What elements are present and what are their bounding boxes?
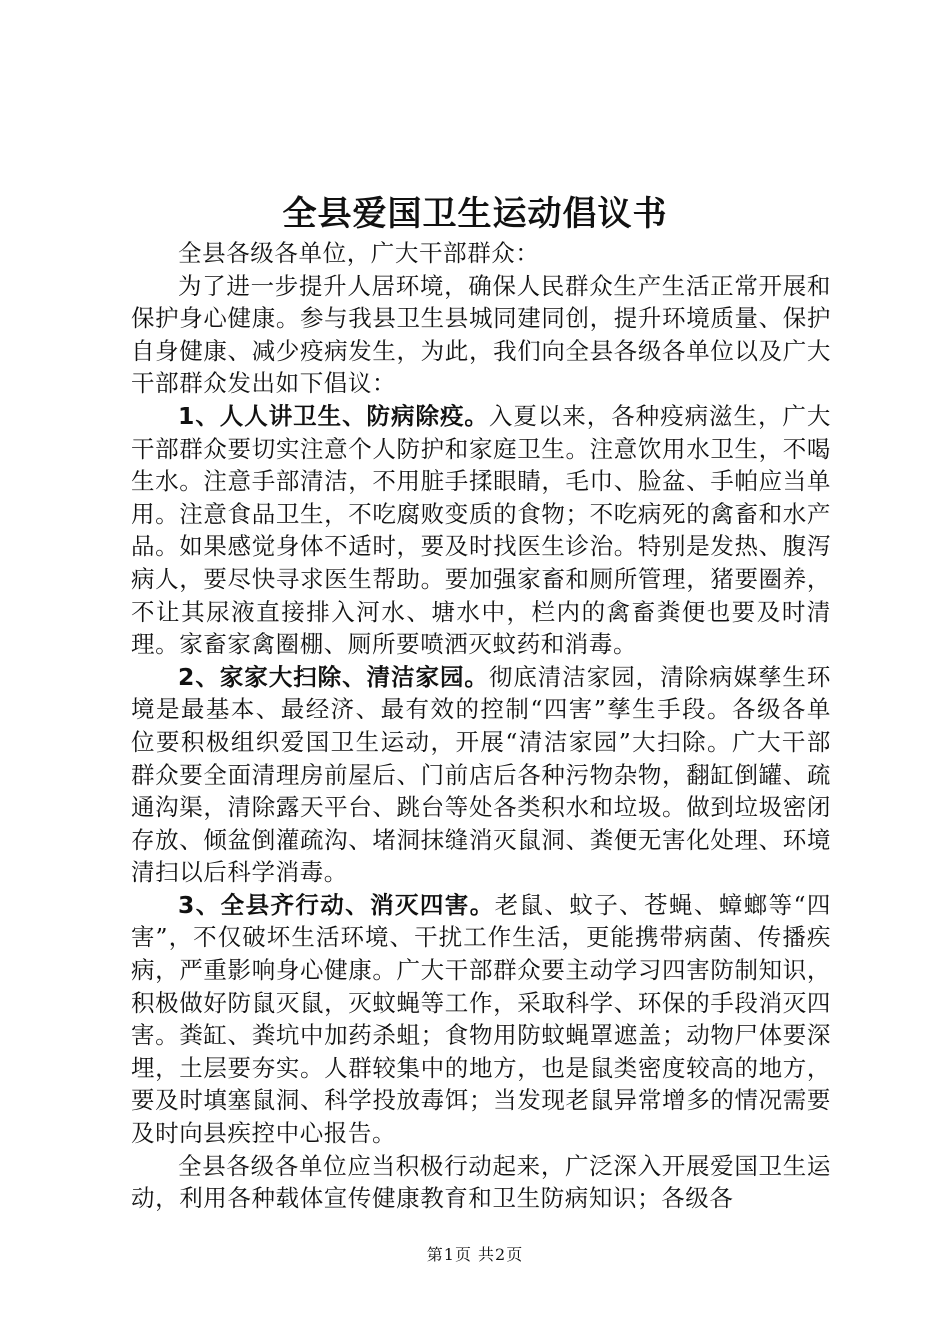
item-heading-1: 1、人人讲卫生、防病除疫。 [178, 401, 489, 430]
item-heading-3: 3、全县齐行动、消灭四害。 [178, 890, 495, 919]
item-paragraph-1 [131, 400, 831, 661]
item-text-3: 老鼠、蚊子、苍蝇、蟑螂等“四害”，不仅破坏生活环境、干扰工作生活，更能携带病菌、传播疾病，严重影响身心健康。广大干部群众要主动学习四害防制知识，积极做好防鼠灭鼠，灭蚊蝇等工作，采取科学、环保的手段消灭四害。粪缸、粪坑中加药杀蛆；食物用防蚊蝇罩遮盖；动物尸体要深埋，土层要夯实。人群较集中的地方，也是鼠类密度较高的地方，要及时填塞鼠洞、科学投放毒饵；当发现老鼠异常增多的情况需要及时向县疾控中心报告。 [131, 890, 831, 1148]
salutation: 全县各级各单位，广大干部群众： [178, 239, 540, 267]
closing-paragraph: 全县各级各单位应当积极行动起来，广泛深入开展爱国卫生运动，利用各种载体宣传健康教育和卫生防病知识；各级各 [131, 1151, 831, 1213]
page-footer: 第1页 共2页 [426, 1245, 524, 1264]
intro-paragraph: 为了进一步提升人居环境，确保人民群众生产生活正常开展和保护身心健康。参与我县卫生县城同建同创，提升环境质量、保护自身健康、减少疫病发生，为此，我们向全县各级各单位以及广大干部群众发出如下倡议： [131, 271, 831, 398]
document-title: 全县爱国卫生运动倡议书 [282, 194, 668, 234]
item-text-2: 彻底清洁家园，清除病媒孳生环境是最基本、最经济、最有效的控制“四害”孳生手段。各级各单位要积极组织爱国卫生运动，开展“清洁家园”大扫除。广大干部群众要全面清理房前屋后、门前店后各种污物杂物，翻缸倒罐、疏通沟渠，清除露天平台、跳台等处各类积水和垃圾。做到垃圾密闭存放、倾盆倒灌疏沟、堵洞抹缝消灭鼠洞、粪便无害化处理、环境清扫以后科学消毒。 [131, 662, 831, 887]
item-paragraph-3 [131, 889, 831, 1150]
item-heading-2: 2、家家大扫除、清洁家园。 [178, 662, 489, 691]
document-body [131, 237, 831, 1215]
item-paragraph-2 [131, 661, 831, 889]
item-text-1: 入夏以来，各种疫病滋生，广大干部群众要切实注意个人防护和家庭卫生。注意饮用水卫生，不喝生水。注意手部清洁，不用脏手揉眼睛，毛巾、脸盆、手帕应当单用。注意食品卫生，不吃腐败变质的食物；不吃病死的禽畜和水产品。如果感觉身体不适时，要及时找医生诊治。特别是发热、腹泻病人，要尽快寻求医生帮助。要加强家畜和厕所管理，猪要圈养，不让其尿液直接排入河水、塘水中，栏内的禽畜粪便也要及时清理。家畜家禽圈棚、厕所要喷洒灭蚊药和消毒。 [131, 401, 831, 659]
